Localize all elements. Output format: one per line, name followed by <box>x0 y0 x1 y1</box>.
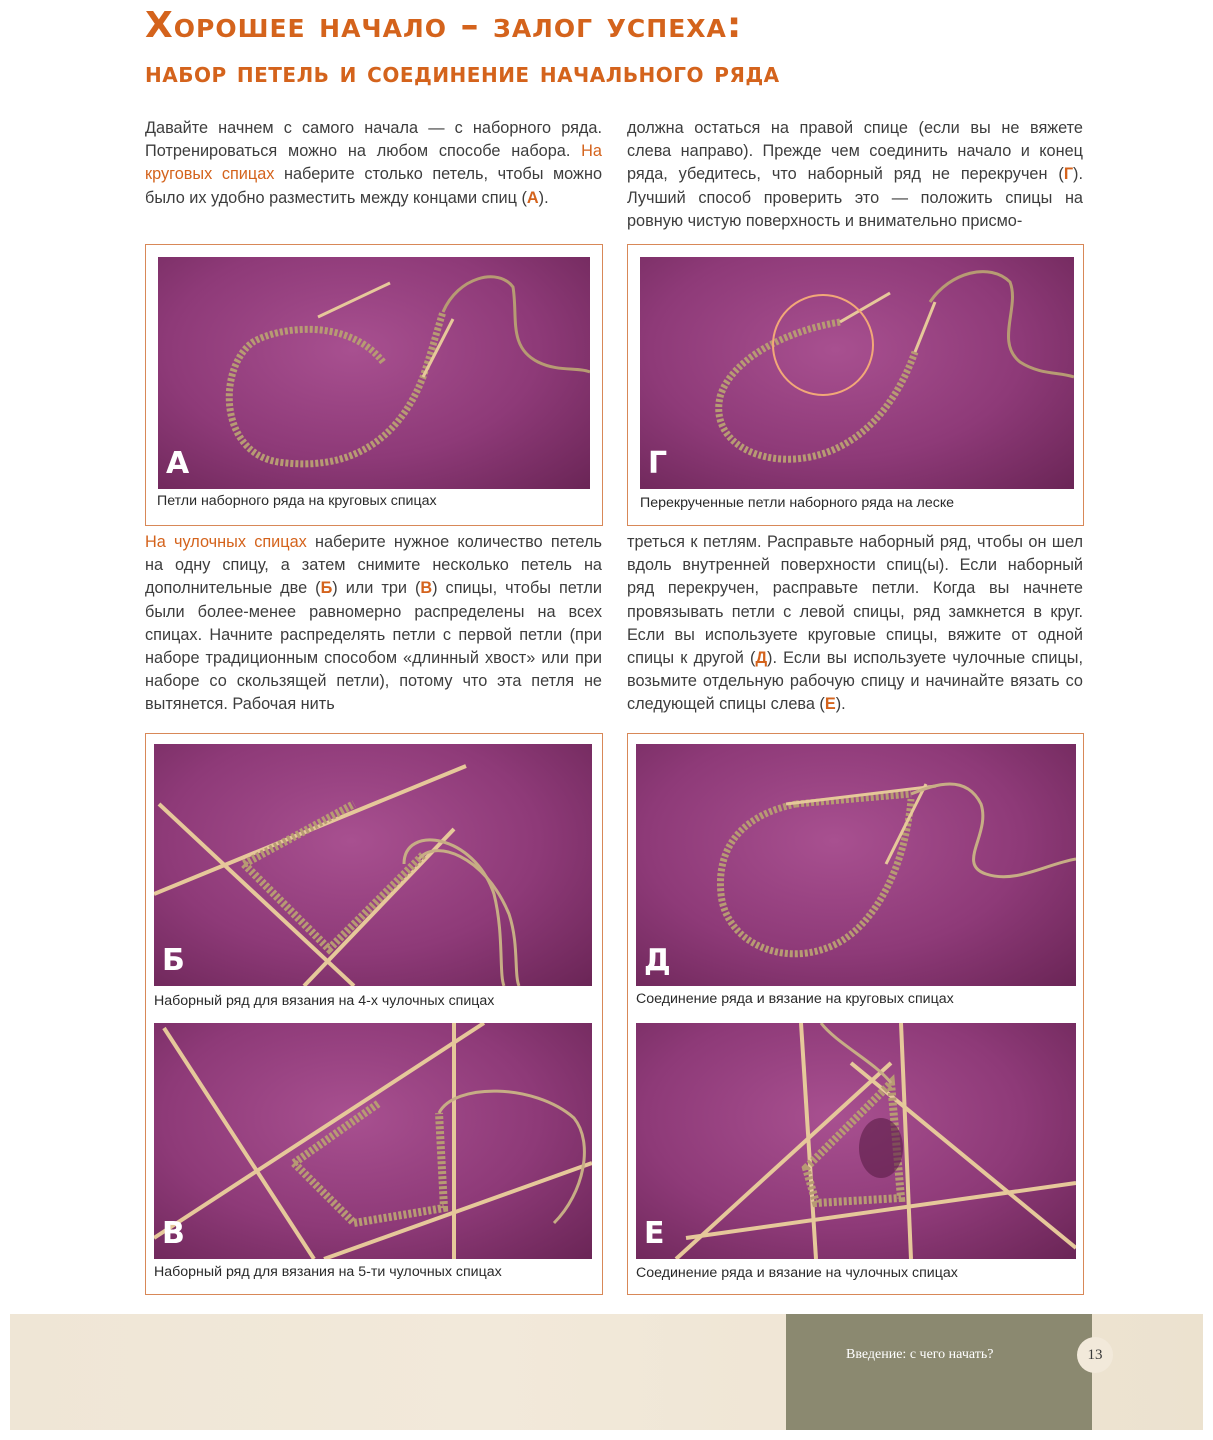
paragraph-text: ). <box>538 188 549 207</box>
figure-ref-g: Г <box>1063 165 1074 184</box>
paragraph-twist-check <box>627 117 1083 233</box>
footer-section-title: Введение: с чего начать? <box>846 1347 994 1362</box>
paragraph-dpn <box>145 531 602 717</box>
knitting-illustration <box>154 1023 592 1259</box>
figure-letter: А <box>166 446 190 481</box>
paragraph-text: Давайте начнем с самого начала — с наборного ряда. Потренироваться можно на любом способе набора. <box>145 119 602 161</box>
knitting-illustration <box>154 744 592 986</box>
figure-letter: Д <box>644 943 671 978</box>
knitting-illustration <box>640 257 1074 489</box>
paragraph-text: треться к петлям. Расправьте наборный ряд, чтобы он шел вдоль внутренней поверхности спиц(ы). Если наборный ряд перекручен, расправьте петли. Когда вы начнете провязывать петли с левой спицы, ряд замкнется в круг. Если вы используете круговые спицы, вяжите от одной спицы к другой ( <box>627 533 1083 668</box>
photo-five-dpn <box>154 1023 592 1259</box>
figure-caption: Петли наборного ряда на круговых спицах <box>157 493 437 509</box>
figure-letter: Г <box>648 446 668 481</box>
figure-caption: Наборный ряд для вязания на 5-ти чулочных спицах <box>154 1264 502 1280</box>
photo-join-dpn <box>636 1023 1076 1259</box>
paragraph-text: наберите нужное количество петель на одну спицу, а затем снимите несколько петель на дополнительные две ( <box>145 533 602 598</box>
figure-caption: Соединение ряда и вязание на круговых спицах <box>636 991 954 1007</box>
photo-join-circular <box>636 744 1076 986</box>
figure-letter: Б <box>162 943 185 978</box>
figure-letter: Е <box>644 1216 665 1251</box>
footer-section-box <box>786 1314 1092 1430</box>
photo-circular-needles <box>158 257 590 489</box>
figure-ref-v: В <box>420 579 433 598</box>
paragraph-circular-needles <box>145 117 602 210</box>
page-subtitle: набор петель и соединение начального ряда <box>145 56 780 89</box>
figure-ref-d: Д <box>755 649 768 668</box>
figure-ref-e: Е <box>824 695 836 714</box>
paragraph-joining <box>627 531 1083 717</box>
highlight-dpn: На чулочных спицах <box>145 533 307 551</box>
paragraph-text: ). Если вы используете чулочные спицы, возьмите отдельную рабочую спицу и начинайте вязать со следующей спицы слева ( <box>627 649 1083 714</box>
figure-letter: В <box>162 1216 185 1251</box>
paragraph-text: ) или три ( <box>332 579 421 598</box>
figure-caption: Наборный ряд для вязания на 4-х чулочных спицах <box>154 993 495 1009</box>
figure-a <box>145 244 603 526</box>
figure-caption: Соединение ряда и вязание на чулочных спицах <box>636 1265 958 1281</box>
knitting-illustration <box>636 1023 1076 1259</box>
knitting-illustration <box>158 257 590 489</box>
paragraph-text: ). <box>835 695 846 714</box>
paragraph-text: ). Лучший способ проверить это — положить спицы на ровную чистую поверхность и внимательно присмо- <box>627 165 1083 230</box>
figure-ref-b: Б <box>320 579 333 598</box>
highlight-circular-needles: На круговых спицах <box>145 142 602 184</box>
figure-g <box>627 244 1084 526</box>
page-title: Хорошее начало – залог успеха: <box>145 5 743 46</box>
figure-group-right <box>627 733 1084 1295</box>
figure-ref-a: А <box>526 188 539 207</box>
paragraph-text: ) спицы, чтобы петли были более-менее равномерно распределены на всех спицах. Начните распределять петли с первой петли (при наборе традиционным способом «длинный хвост» или при наборе со скользящей петли), потому что эта петля не вытянется. Рабочая нить <box>145 579 602 714</box>
paragraph-text: должна остаться на правой спице (если вы не вяжете слева направо). Прежде чем соединить начало и конец ряда, убедитесь, что наборный ряд не перекручен ( <box>627 119 1083 184</box>
photo-twisted-loops <box>640 257 1074 489</box>
figure-caption: Перекрученные петли наборного ряда на леске <box>640 495 955 511</box>
knitting-illustration <box>636 744 1076 986</box>
paragraph-text: наберите столько петель, чтобы можно было их удобно разместить между концами спиц ( <box>145 165 602 207</box>
photo-four-dpn <box>154 744 592 986</box>
figure-group-left <box>145 733 603 1295</box>
page-number: 13 <box>1077 1337 1113 1373</box>
